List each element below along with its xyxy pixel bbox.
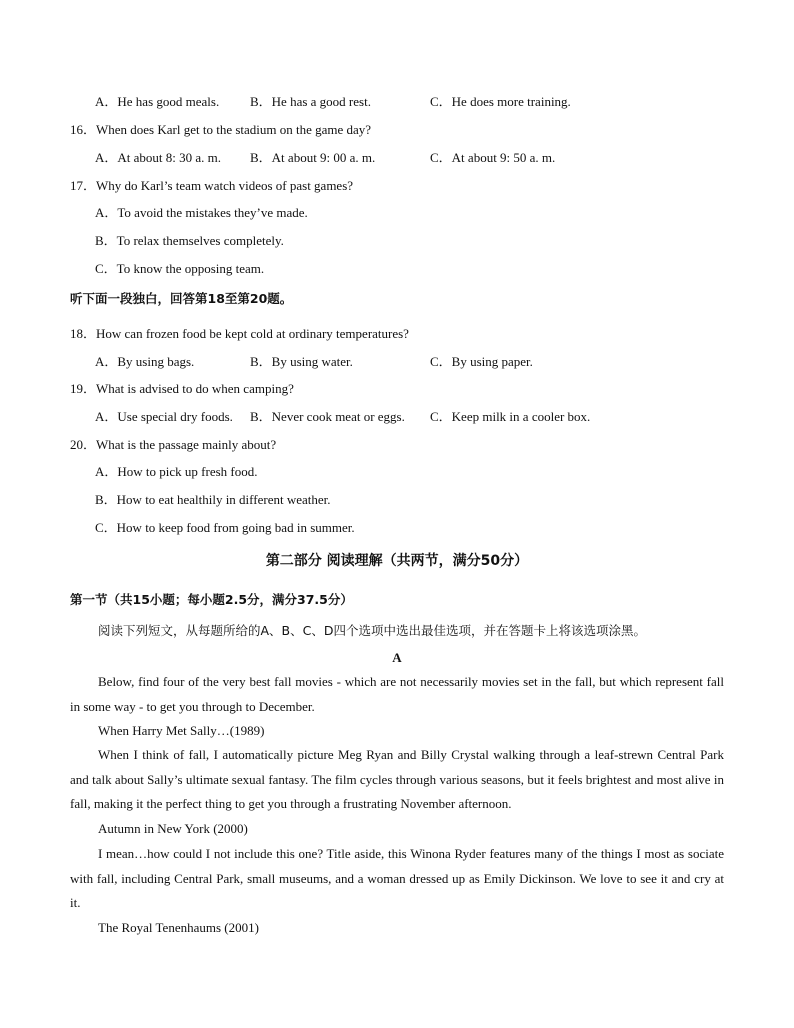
reading-instruction: 阅读下列短文，从每题所给的A、B、C、D四个选项中选出最佳选项，并在答题卡上将该选项涂黑。 (98, 623, 646, 638)
q15-option-a: A．He has good meals. (95, 94, 220, 109)
q15-option-c: C．He does more training. (430, 94, 571, 109)
q20-option-c: C．How to keep food from going bad in summer. (95, 520, 355, 535)
q16-option-c: C．At about 9: 50 a. m. (430, 150, 556, 165)
movie1-title: When Harry Met Sally…(1989) (98, 723, 265, 738)
q19-option-a: A．Use special dry foods. (95, 409, 233, 424)
q18-option-b: B．By using water. (250, 354, 353, 369)
q20-option-b: B．How to eat healthily in different weather. (95, 492, 331, 507)
movie1-text: When I think of fall, I automatically picture Meg Ryan and Billy Crystal walking through a leaf-strewn Central Park and talk about Sally’s ultimate sexual fantasy. The film cycles through various seasons, but it feels brightest and most alive in fall, making it the perfect thing to get you through a frustrating November afternoon. (70, 747, 724, 811)
section1-heading: 第一节（共15小题；每小题2.5分，满分37.5分） (70, 592, 353, 607)
movie2-title: Autumn in New York (2000) (98, 821, 248, 836)
q20-stem: 20．What is the passage mainly about? (70, 437, 277, 452)
movie3-title: The Royal Tenenhaums (2001) (98, 920, 259, 935)
q18-options (0, 354, 794, 370)
part2-heading: 第二部分 阅读理解（共两节，满分50分） (265, 553, 529, 569)
q16-options (0, 150, 794, 166)
q19-options (0, 409, 794, 425)
q18-option-c: C．By using paper. (430, 354, 533, 369)
instruction-18-20: 听下面一段独白，回答第18至第20题。 (70, 291, 293, 306)
q17-stem: 17．Why do Karl’s team watch videos of past games? (70, 178, 354, 193)
q15-options (0, 94, 794, 110)
passage-label: A (392, 650, 402, 665)
q16-stem: 16．When does Karl get to the stadium on the game day? (70, 122, 372, 137)
movie2-text: I mean…how could I not include this one? Title aside, this Winona Ryder features many of the things I most as sociate with fall, including Central Park, small museums, and a woman dressed up as Emily Dickinson. We love to see it and cry at it. (70, 846, 724, 910)
q18-stem: 18．How can frozen food be kept cold at ordinary temperatures? (70, 326, 409, 341)
passage-intro: Below, find four of the very best fall movies - which are not necessarily movies set in the fall, but which represent fall in some way - to get you through to December. (70, 674, 724, 714)
q17-option-c: C．To know the opposing team. (95, 261, 265, 276)
q19-option-b: B．Never cook meat or eggs. (250, 409, 405, 424)
q16-option-a: A．At about 8: 30 a. m. (95, 150, 222, 165)
q17-option-b: B．To relax themselves completely. (95, 233, 284, 248)
q19-option-c: C．Keep milk in a cooler box. (430, 409, 591, 424)
q17-option-a: A．To avoid the mistakes they’ve made. (95, 205, 308, 220)
q16-option-b: B．At about 9: 00 a. m. (250, 150, 376, 165)
q19-stem: 19．What is advised to do when camping? (70, 381, 294, 396)
q15-option-b: B．He has a good rest. (250, 94, 371, 109)
q20-option-a: A．How to pick up fresh food. (95, 464, 258, 479)
q18-option-a: A．By using bags. (95, 354, 195, 369)
